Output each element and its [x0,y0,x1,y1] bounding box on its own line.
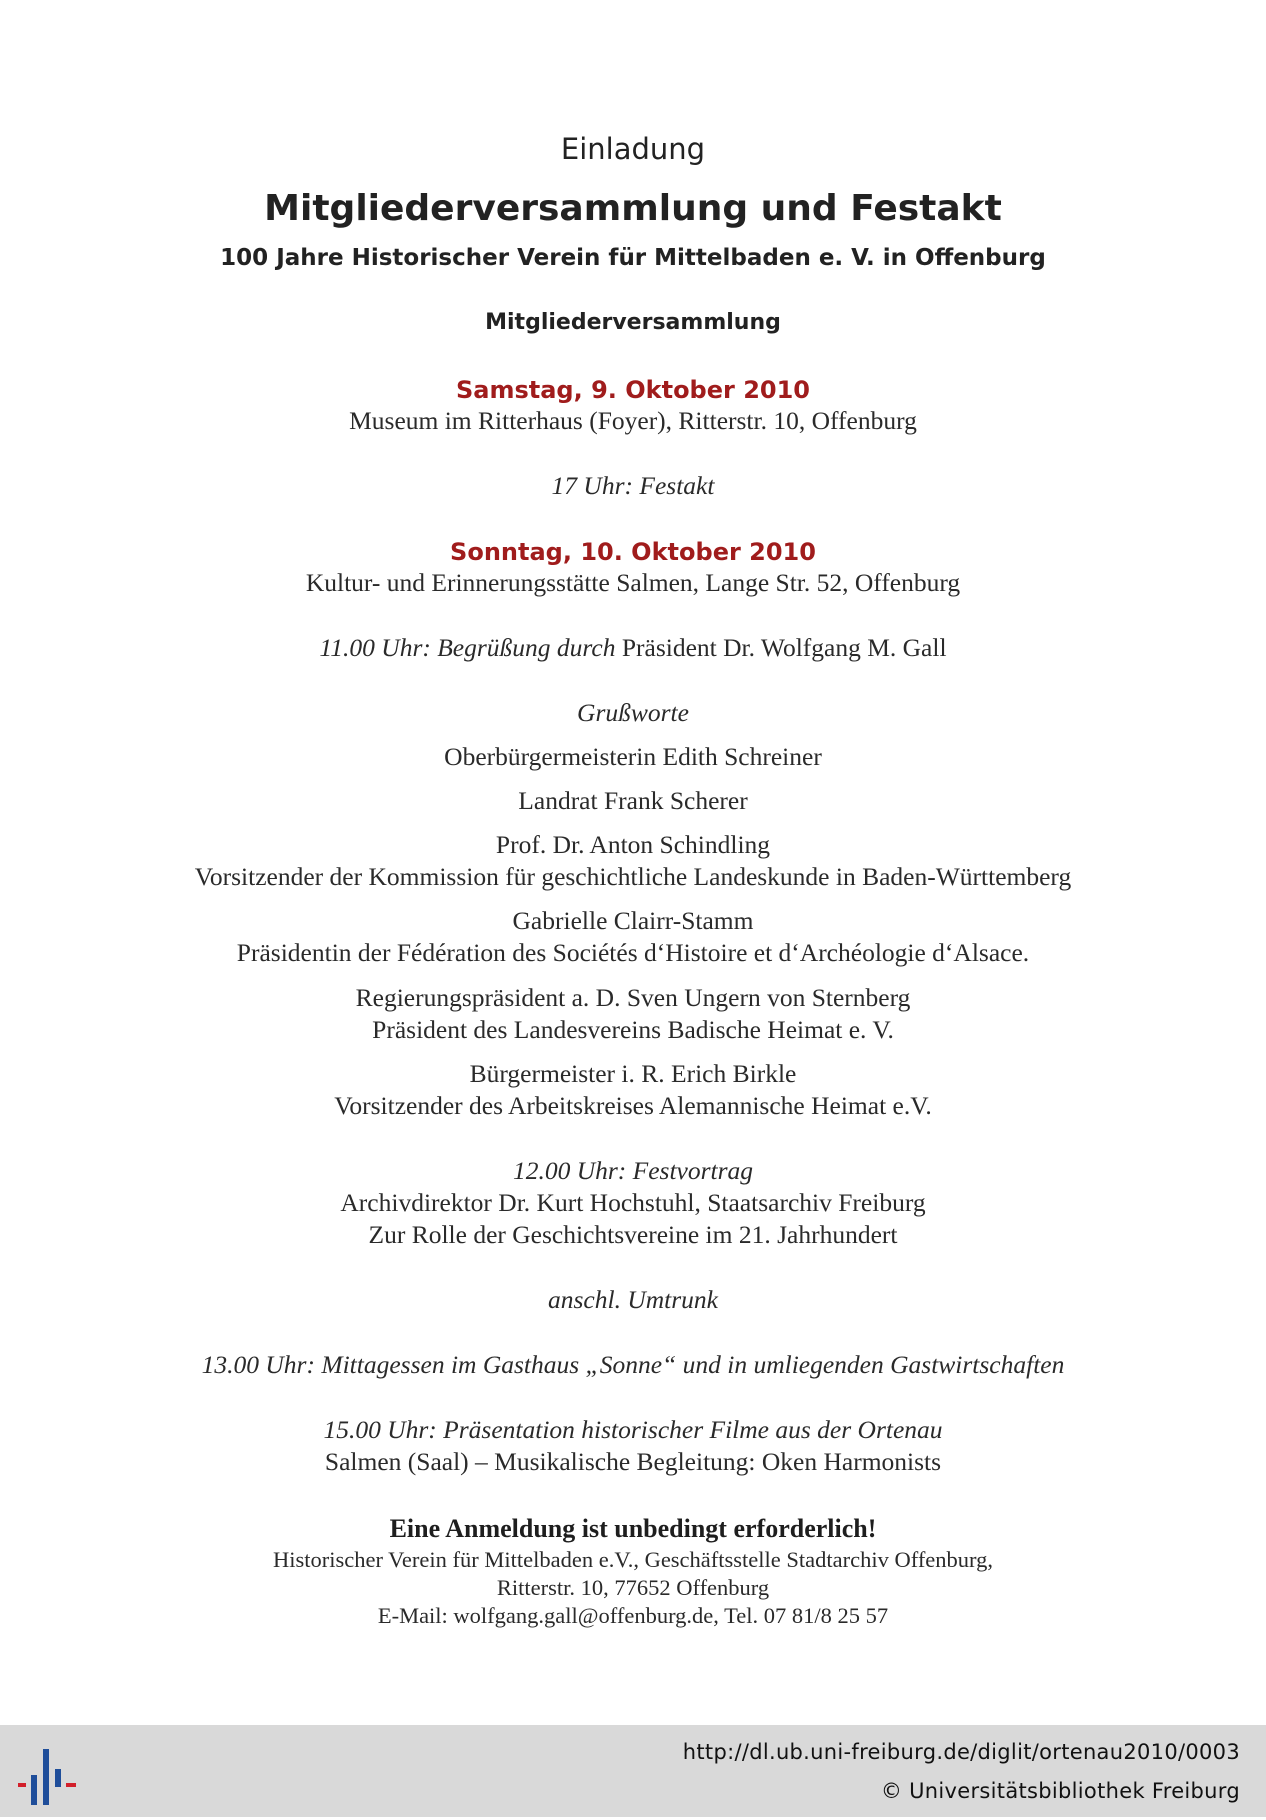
grussworte-heading: Grußworte [577,698,689,727]
umtrunk-line: anschl. Umtrunk [548,1285,718,1314]
mittagessen-line: 13.00 Uhr: Mittagessen im Gasthaus „Sonne“ und in umliegenden Gastwirtschaften [201,1350,1065,1379]
day2-date: Sonntag, 10. Oktober 2010 [450,538,816,566]
speaker-line: Regierungspräsident a. D. Sven Ungern von Sternberg [355,983,911,1012]
anmeldung-contact: E-Mail: wolfgang.gall@offenburg.de, Tel. 07 81/8 25 57 [377,1603,889,1628]
section-heading: Mitgliederversammlung [485,310,781,335]
ub-freiburg-logo-icon [14,1735,84,1815]
speaker-line: Gabrielle Clairr-Stamm [512,906,754,935]
speaker-line: Oberbürgermeisterin Edith Schreiner [444,742,822,771]
footer-bar [0,1725,1266,1817]
festvortrag-time: 12.00 Uhr: Festvortrag [512,1156,754,1185]
speaker-role: Vorsitzender der Kommission für geschichtliche Landeskunde in Baden-Württemberg [194,862,1072,891]
speaker-line: Landrat Frank Scherer [518,786,748,815]
speaker-role: Präsidentin der Fédération des Sociétés d‘Histoire et d‘Archéologie d‘Alsace. [236,938,1030,967]
welcome-line [0,633,1266,663]
welcome-time: 11.00 Uhr: Begrüßung durch [319,633,616,662]
anmeldung-street: Ritterstr. 10, 77652 Offenburg [496,1575,770,1600]
day2-venue: Kultur- und Erinnerungsstätte Salmen, Lange Str. 52, Offenburg [305,568,961,597]
day1-date: Samstag, 9. Oktober 2010 [455,376,811,404]
anmeldung-heading: Eine Anmeldung ist unbedingt erforderlich! [389,1514,877,1543]
speaker-line: Bürgermeister i. R. Erich Birkle [469,1059,797,1088]
welcome-speaker: Präsident Dr. Wolfgang M. Gall [615,633,947,662]
page-subtitle: 100 Jahre Historischer Verein für Mittelbaden e. V. in Offenburg [220,245,1046,271]
festvortrag-speaker: Archivdirektor Dr. Kurt Hochstuhl, Staatsarchiv Freiburg [340,1188,926,1217]
document-url[interactable]: http://dl.ub.uni-freiburg.de/diglit/ortenau2010/0003 [682,1740,1240,1764]
filme-detail: Salmen (Saal) – Musikalische Begleitung: Oken Harmonists [324,1447,942,1476]
anmeldung-address: Historischer Verein für Mittelbaden e.V., Geschäftsstelle Stadtarchiv Offenburg, [272,1547,994,1572]
invitation-label: Einladung [560,132,706,166]
festvortrag-topic: Zur Rolle der Geschichtsvereine im 21. Jahrhundert [368,1220,898,1249]
day1-venue: Museum im Ritterhaus (Foyer), Ritterstr. 10, Offenburg [349,406,917,435]
copyright-notice: © Universitätsbibliothek Freiburg [880,1779,1240,1803]
filme-time: 15.00 Uhr: Präsentation historischer Filme aus der Ortenau [323,1415,943,1444]
speaker-line: Prof. Dr. Anton Schindling [495,830,771,859]
page-title: Mitgliederversammlung und Festakt [264,188,1002,229]
speaker-role: Vorsitzender des Arbeitskreises Alemannische Heimat e.V. [334,1091,932,1120]
day1-event: 17 Uhr: Festakt [551,471,715,500]
speaker-role: Präsident des Landesvereins Badische Heimat e. V. [372,1015,894,1044]
